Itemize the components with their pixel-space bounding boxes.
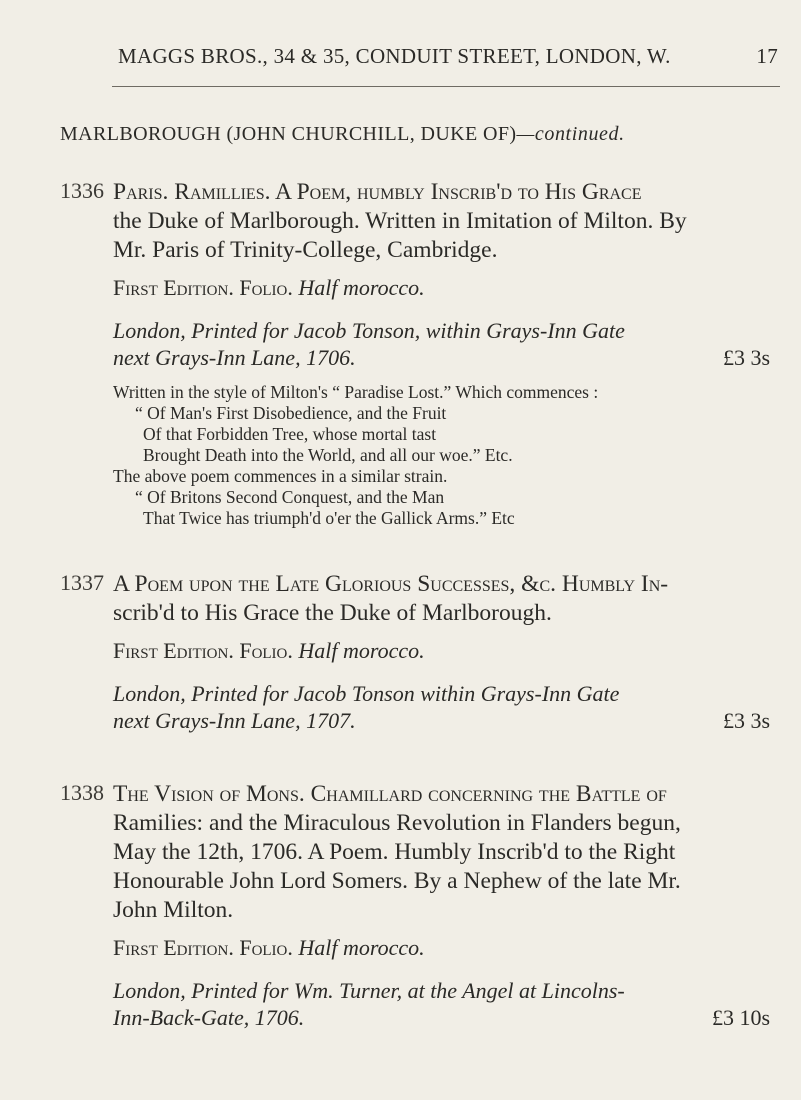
note-line: Of that Forbidden Tree, whose mortal tast (143, 424, 437, 444)
title-line: Paris. Ramillies. A Poem, humbly Inscrib'd to His Grace (113, 179, 642, 205)
lot-number: 1338 (60, 780, 104, 805)
edition: First Edition. Folio. (113, 638, 293, 663)
title-line: A Poem upon the Late Glorious Successes, &c. Humbly In- (113, 571, 669, 597)
catalogue-entry (60, 178, 780, 529)
lot-number: 1336 (60, 178, 104, 203)
imprint (113, 680, 780, 734)
imprint-line: London, Printed for Wm. Turner, at the Angel at Lincolns- (113, 978, 625, 1003)
catalogue-entry (60, 570, 780, 734)
lot-number: 1337 (60, 570, 104, 595)
title-line: The Vision of Mons. Chamillard concerning the Battle of (113, 781, 667, 807)
note-line: That Twice has triumph'd o'er the Gallick Arms.” Etc (143, 508, 515, 528)
note-line: “ Of Man's First Disobedience, and the Fruit (135, 403, 447, 423)
entry-title (113, 570, 780, 628)
note-line: The above poem commences in a similar strain. (113, 466, 448, 486)
title-line: the Duke of Marlborough. Written in Imitation of Milton. By (113, 208, 687, 234)
note-line: Written in the style of Milton's “ Paradise Lost.” Which commences : (113, 382, 599, 402)
price: £3 3s (722, 345, 770, 370)
section-continued: —continued. (516, 123, 625, 145)
title-line: scrib'd to His Grace the Duke of Marlborough. (113, 600, 552, 626)
imprint (113, 977, 780, 1031)
binding: Half morocco. (298, 638, 425, 663)
note-line: “ Of Britons Second Conquest, and the Man (135, 487, 445, 507)
title-line: Honourable John Lord Somers. By a Nephew of the late Mr. (113, 868, 681, 894)
edition-line (113, 638, 780, 664)
section-heading-text: MARLBOROUGH (JOHN CHURCHILL, DUKE OF) (60, 123, 517, 145)
catalogue-entry (60, 780, 780, 1031)
edition: First Edition. Folio. (113, 275, 293, 300)
price: £3 3s (722, 708, 770, 733)
binding: Half morocco. (298, 935, 425, 960)
title-line: Ramilies: and the Miraculous Revolution in Flanders begun, (113, 810, 681, 836)
note-line: Brought Death into the World, and all our woe.” Etc. (143, 445, 513, 465)
title-line: Mr. Paris of Trinity-College, Cambridge. (113, 237, 498, 263)
entry-title (113, 178, 780, 265)
header-rule (112, 86, 780, 87)
entry-note (113, 382, 780, 529)
imprint-line: London, Printed for Jacob Tonson, within Grays-Inn Gate (113, 318, 625, 343)
title-line: John Milton. (113, 897, 234, 923)
entry-title (113, 780, 780, 925)
running-head (118, 44, 778, 69)
section-heading (60, 123, 780, 146)
edition-line (113, 275, 780, 301)
imprint-line: next Grays-Inn Lane, 1707. (113, 708, 356, 733)
binding: Half morocco. (298, 275, 425, 300)
imprint-line: next Grays-Inn Lane, 1706. (113, 345, 356, 370)
edition-line (113, 935, 780, 961)
running-head-title: MAGGS BROS., 34 & 35, CONDUIT STREET, LONDON, W. (118, 44, 671, 68)
page-number: 17 (756, 44, 778, 68)
imprint-line: Inn-Back-Gate, 1706. (113, 1005, 305, 1030)
title-line: May the 12th, 1706. A Poem. Humbly Inscrib'd to the Right (113, 839, 676, 865)
imprint (113, 317, 780, 371)
imprint-line: London, Printed for Jacob Tonson within Grays-Inn Gate (113, 681, 620, 706)
price: £3 10s (711, 1005, 770, 1030)
edition: First Edition. Folio. (113, 935, 293, 960)
